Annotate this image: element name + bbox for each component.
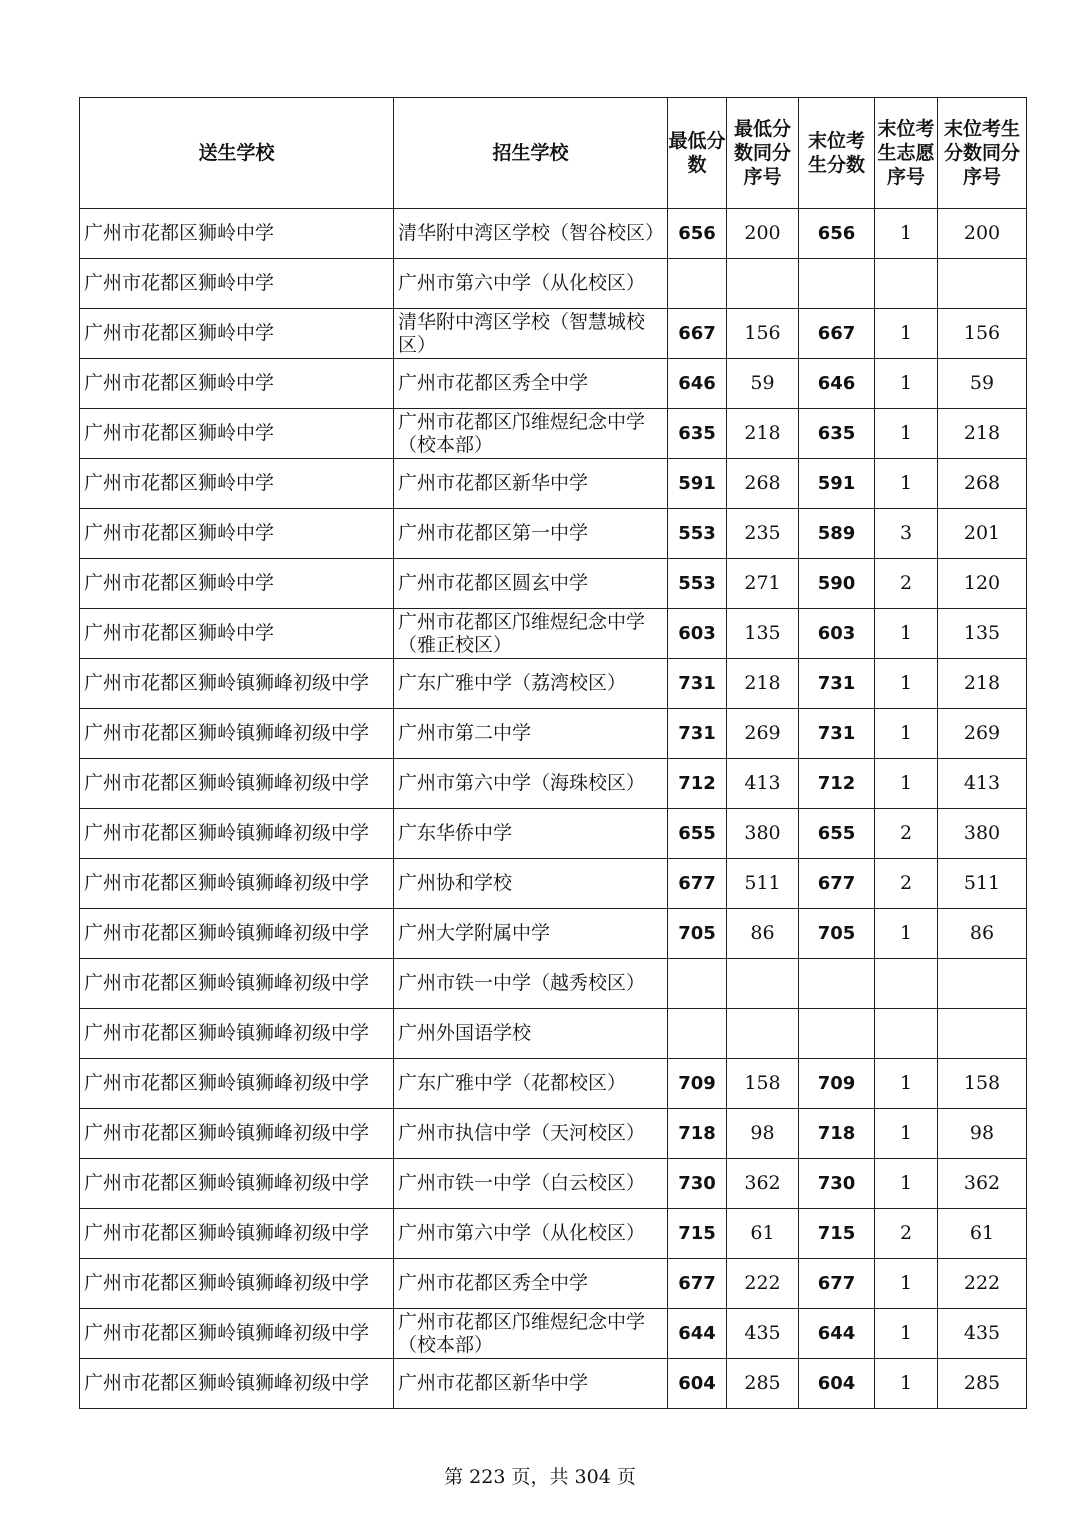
table-row [80, 1259, 1027, 1309]
admitting-school-cell: 广州市铁一中学（白云校区） [394, 1159, 668, 1209]
min-score-rank-cell: 86 [727, 909, 799, 959]
header-last-choice: 末位考生志愿序号 [875, 98, 938, 209]
admitting-school-cell: 广州市执信中学（天河校区） [394, 1109, 668, 1159]
last-rank-cell: 413 [938, 759, 1027, 809]
last-score-cell: 677 [799, 1259, 875, 1309]
last-choice-cell: 1 [875, 1309, 938, 1359]
last-score-cell: 715 [799, 1209, 875, 1259]
table-row [80, 709, 1027, 759]
last-rank-cell: 435 [938, 1309, 1027, 1359]
last-score-cell: 656 [799, 209, 875, 259]
min-score-rank-cell: 59 [727, 359, 799, 409]
min-score-cell: 635 [668, 409, 727, 459]
sender-school-cell: 广州市花都区狮岭镇狮峰初级中学 [80, 909, 394, 959]
min-score-cell: 655 [668, 809, 727, 859]
last-choice-cell: 2 [875, 559, 938, 609]
last-rank-cell: 200 [938, 209, 1027, 259]
sender-school-cell: 广州市花都区狮岭镇狮峰初级中学 [80, 659, 394, 709]
admitting-school-cell: 广东广雅中学（荔湾校区） [394, 659, 668, 709]
admitting-school-cell: 广州市花都区圆玄中学 [394, 559, 668, 609]
min-score-cell: 667 [668, 309, 727, 359]
sender-school-cell: 广州市花都区狮岭中学 [80, 509, 394, 559]
min-score-cell: 712 [668, 759, 727, 809]
sender-school-cell: 广州市花都区狮岭中学 [80, 559, 394, 609]
min-score-rank-cell: 413 [727, 759, 799, 809]
min-score-rank-cell: 61 [727, 1209, 799, 1259]
min-score-cell: 715 [668, 1209, 727, 1259]
admitting-school-cell: 广州市花都区邝维煜纪念中学（雅正校区） [394, 609, 668, 659]
sender-school-cell: 广州市花都区狮岭镇狮峰初级中学 [80, 709, 394, 759]
min-score-rank-cell [727, 1009, 799, 1059]
last-score-cell: 589 [799, 509, 875, 559]
sender-school-cell: 广州市花都区狮岭镇狮峰初级中学 [80, 1359, 394, 1409]
min-score-rank-cell: 362 [727, 1159, 799, 1209]
min-score-cell: 709 [668, 1059, 727, 1109]
last-score-cell: 646 [799, 359, 875, 409]
sender-school-cell: 广州市花都区狮岭中学 [80, 259, 394, 309]
last-choice-cell: 1 [875, 459, 938, 509]
admitting-school-cell: 广州市花都区新华中学 [394, 1359, 668, 1409]
admitting-school-cell: 广州市花都区新华中学 [394, 459, 668, 509]
sender-school-cell: 广州市花都区狮岭中学 [80, 409, 394, 459]
admitting-school-cell: 广州市花都区秀全中学 [394, 359, 668, 409]
header-admitting-school: 招生学校 [394, 98, 668, 209]
min-score-rank-cell [727, 959, 799, 1009]
table-row [80, 359, 1027, 409]
min-score-rank-cell: 269 [727, 709, 799, 759]
min-score-rank-cell: 200 [727, 209, 799, 259]
last-score-cell: 731 [799, 659, 875, 709]
last-rank-cell: 86 [938, 909, 1027, 959]
table-row [80, 759, 1027, 809]
admitting-school-cell: 广州协和学校 [394, 859, 668, 909]
min-score-rank-cell [727, 259, 799, 309]
min-score-rank-cell: 235 [727, 509, 799, 559]
sender-school-cell: 广州市花都区狮岭镇狮峰初级中学 [80, 1259, 394, 1309]
last-rank-cell [938, 959, 1027, 1009]
admitting-school-cell: 广东广雅中学（花都校区） [394, 1059, 668, 1109]
last-choice-cell: 1 [875, 659, 938, 709]
sender-school-cell: 广州市花都区狮岭中学 [80, 309, 394, 359]
table-row [80, 859, 1027, 909]
sender-school-cell: 广州市花都区狮岭镇狮峰初级中学 [80, 1209, 394, 1259]
min-score-rank-cell: 218 [727, 659, 799, 709]
sender-school-cell: 广州市花都区狮岭镇狮峰初级中学 [80, 759, 394, 809]
last-choice-cell: 1 [875, 709, 938, 759]
last-choice-cell [875, 1009, 938, 1059]
admitting-school-cell: 广州市花都区秀全中学 [394, 1259, 668, 1309]
sender-school-cell: 广州市花都区狮岭镇狮峰初级中学 [80, 1059, 394, 1109]
last-rank-cell: 268 [938, 459, 1027, 509]
last-choice-cell: 1 [875, 1109, 938, 1159]
sender-school-cell: 广州市花都区狮岭镇狮峰初级中学 [80, 809, 394, 859]
last-rank-cell: 362 [938, 1159, 1027, 1209]
min-score-cell: 553 [668, 509, 727, 559]
last-score-cell: 635 [799, 409, 875, 459]
last-choice-cell: 1 [875, 909, 938, 959]
last-rank-cell: 380 [938, 809, 1027, 859]
table-row [80, 409, 1027, 459]
sender-school-cell: 广州市花都区狮岭镇狮峰初级中学 [80, 859, 394, 909]
min-score-rank-cell: 268 [727, 459, 799, 509]
last-score-cell [799, 959, 875, 1009]
table-row [80, 1059, 1027, 1109]
admitting-school-cell: 广州市花都区邝维煜纪念中学（校本部） [394, 409, 668, 459]
last-rank-cell: 61 [938, 1209, 1027, 1259]
sender-school-cell: 广州市花都区狮岭中学 [80, 459, 394, 509]
admitting-school-cell: 广州市第六中学（从化校区） [394, 1209, 668, 1259]
min-score-cell: 677 [668, 859, 727, 909]
admitting-school-cell: 广东华侨中学 [394, 809, 668, 859]
table-row [80, 1009, 1027, 1059]
table-header-row [80, 98, 1027, 209]
min-score-cell: 646 [668, 359, 727, 409]
last-score-cell: 590 [799, 559, 875, 609]
last-rank-cell: 218 [938, 409, 1027, 459]
min-score-cell: 705 [668, 909, 727, 959]
last-choice-cell [875, 259, 938, 309]
last-rank-cell: 158 [938, 1059, 1027, 1109]
table-row [80, 459, 1027, 509]
sender-school-cell: 广州市花都区狮岭镇狮峰初级中学 [80, 1109, 394, 1159]
last-choice-cell: 1 [875, 309, 938, 359]
last-rank-cell: 511 [938, 859, 1027, 909]
last-rank-cell: 201 [938, 509, 1027, 559]
admitting-school-cell: 广州市第六中学（海珠校区） [394, 759, 668, 809]
table-row [80, 1209, 1027, 1259]
admitting-school-cell: 广州市花都区邝维煜纪念中学（校本部） [394, 1309, 668, 1359]
last-choice-cell: 1 [875, 609, 938, 659]
table-row [80, 1109, 1027, 1159]
last-rank-cell: 120 [938, 559, 1027, 609]
sender-school-cell: 广州市花都区狮岭中学 [80, 359, 394, 409]
table-row [80, 309, 1027, 359]
last-choice-cell: 2 [875, 859, 938, 909]
admitting-school-cell: 广州市铁一中学（越秀校区） [394, 959, 668, 1009]
last-rank-cell: 135 [938, 609, 1027, 659]
admitting-school-cell: 清华附中湾区学校（智谷校区） [394, 209, 668, 259]
min-score-cell: 591 [668, 459, 727, 509]
last-choice-cell: 1 [875, 359, 938, 409]
header-last-score: 末位考生分数 [799, 98, 875, 209]
min-score-cell: 603 [668, 609, 727, 659]
min-score-cell: 677 [668, 1259, 727, 1309]
header-sender-school: 送生学校 [80, 98, 394, 209]
min-score-cell: 644 [668, 1309, 727, 1359]
sender-school-cell: 广州市花都区狮岭中学 [80, 209, 394, 259]
min-score-cell: 604 [668, 1359, 727, 1409]
last-score-cell: 705 [799, 909, 875, 959]
last-score-cell: 644 [799, 1309, 875, 1359]
sender-school-cell: 广州市花都区狮岭镇狮峰初级中学 [80, 959, 394, 1009]
min-score-rank-cell: 156 [727, 309, 799, 359]
admitting-school-cell: 广州市花都区第一中学 [394, 509, 668, 559]
last-rank-cell: 218 [938, 659, 1027, 709]
min-score-rank-cell: 98 [727, 1109, 799, 1159]
last-score-cell: 604 [799, 1359, 875, 1409]
last-score-cell: 731 [799, 709, 875, 759]
min-score-cell: 553 [668, 559, 727, 609]
table-row [80, 1359, 1027, 1409]
table-row [80, 209, 1027, 259]
min-score-cell [668, 259, 727, 309]
admitting-school-cell: 清华附中湾区学校（智慧城校区） [394, 309, 668, 359]
table-row [80, 1309, 1027, 1359]
last-rank-cell: 285 [938, 1359, 1027, 1409]
table-body [80, 209, 1027, 1409]
min-score-rank-cell: 218 [727, 409, 799, 459]
admitting-school-cell: 广州外国语学校 [394, 1009, 668, 1059]
min-score-cell: 718 [668, 1109, 727, 1159]
last-score-cell [799, 1009, 875, 1059]
sender-school-cell: 广州市花都区狮岭镇狮峰初级中学 [80, 1009, 394, 1059]
last-score-cell: 677 [799, 859, 875, 909]
sender-school-cell: 广州市花都区狮岭镇狮峰初级中学 [80, 1159, 394, 1209]
last-choice-cell: 1 [875, 1259, 938, 1309]
admission-table-container [79, 97, 1026, 1409]
admission-table [79, 97, 1027, 1409]
table-row [80, 559, 1027, 609]
last-choice-cell: 1 [875, 1159, 938, 1209]
last-choice-cell: 1 [875, 409, 938, 459]
last-score-cell: 667 [799, 309, 875, 359]
admitting-school-cell: 广州市第二中学 [394, 709, 668, 759]
last-choice-cell [875, 959, 938, 1009]
header-min-score: 最低分数 [668, 98, 727, 209]
min-score-cell: 730 [668, 1159, 727, 1209]
sender-school-cell: 广州市花都区狮岭镇狮峰初级中学 [80, 1309, 394, 1359]
min-score-cell [668, 959, 727, 1009]
min-score-rank-cell: 271 [727, 559, 799, 609]
table-row [80, 659, 1027, 709]
table-row [80, 1159, 1027, 1209]
last-score-cell: 591 [799, 459, 875, 509]
table-row [80, 609, 1027, 659]
last-score-cell: 603 [799, 609, 875, 659]
last-score-cell [799, 259, 875, 309]
last-rank-cell: 156 [938, 309, 1027, 359]
min-score-rank-cell: 511 [727, 859, 799, 909]
last-rank-cell: 59 [938, 359, 1027, 409]
min-score-cell: 656 [668, 209, 727, 259]
last-choice-cell: 1 [875, 759, 938, 809]
min-score-cell: 731 [668, 709, 727, 759]
header-last-rank: 末位考生分数同分序号 [938, 98, 1027, 209]
table-row [80, 909, 1027, 959]
last-rank-cell: 222 [938, 1259, 1027, 1309]
last-choice-cell: 1 [875, 1059, 938, 1109]
table-row [80, 259, 1027, 309]
last-score-cell: 709 [799, 1059, 875, 1109]
page-footer: 第 223 页，共 304 页 [444, 1466, 636, 1488]
min-score-rank-cell: 135 [727, 609, 799, 659]
min-score-rank-cell: 285 [727, 1359, 799, 1409]
header-min-score-rank: 最低分数同分序号 [727, 98, 799, 209]
last-choice-cell: 2 [875, 809, 938, 859]
min-score-rank-cell: 222 [727, 1259, 799, 1309]
last-rank-cell [938, 1009, 1027, 1059]
last-choice-cell: 1 [875, 209, 938, 259]
table-row [80, 809, 1027, 859]
last-rank-cell: 269 [938, 709, 1027, 759]
last-rank-cell: 98 [938, 1109, 1027, 1159]
admitting-school-cell: 广州大学附属中学 [394, 909, 668, 959]
last-score-cell: 655 [799, 809, 875, 859]
admitting-school-cell: 广州市第六中学（从化校区） [394, 259, 668, 309]
min-score-rank-cell: 158 [727, 1059, 799, 1109]
min-score-rank-cell: 380 [727, 809, 799, 859]
last-rank-cell [938, 259, 1027, 309]
last-score-cell: 718 [799, 1109, 875, 1159]
last-score-cell: 712 [799, 759, 875, 809]
min-score-cell: 731 [668, 659, 727, 709]
last-choice-cell: 1 [875, 1359, 938, 1409]
last-choice-cell: 2 [875, 1209, 938, 1259]
table-row [80, 509, 1027, 559]
min-score-cell [668, 1009, 727, 1059]
last-choice-cell: 3 [875, 509, 938, 559]
table-row [80, 959, 1027, 1009]
sender-school-cell: 广州市花都区狮岭中学 [80, 609, 394, 659]
min-score-rank-cell: 435 [727, 1309, 799, 1359]
last-score-cell: 730 [799, 1159, 875, 1209]
